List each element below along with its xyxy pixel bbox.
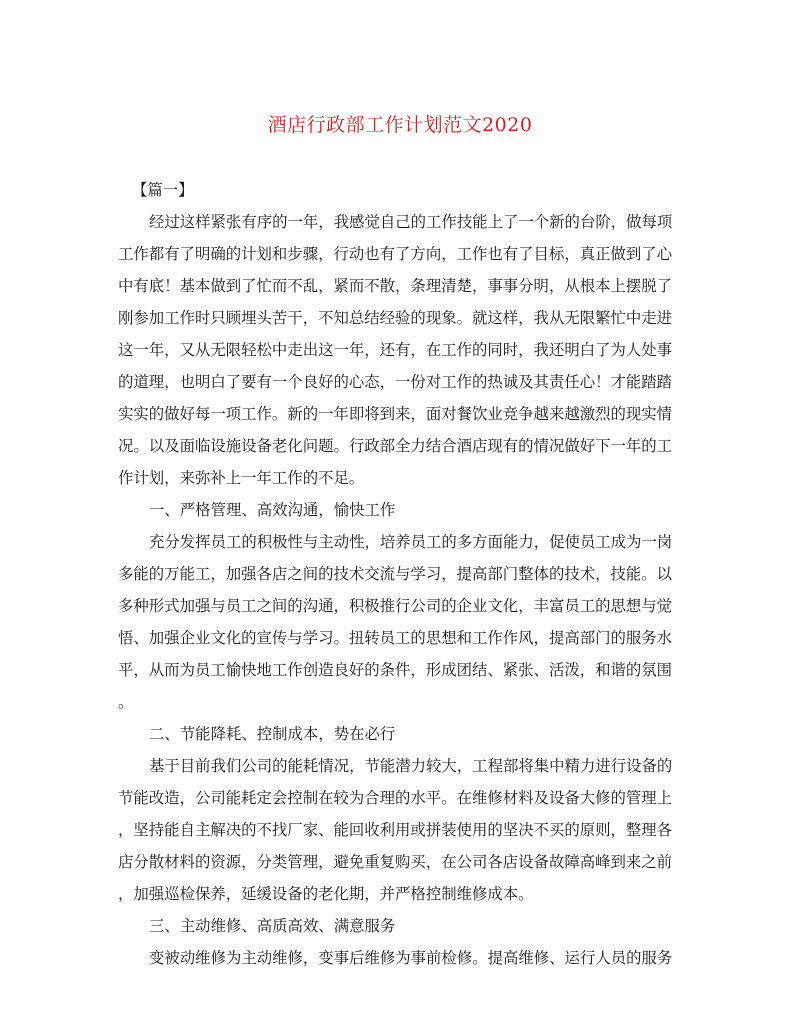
document-title: 酒店行政部工作计划范文2020 [267,114,533,136]
text-line: 中有底！基本做到了忙而不乱，紧而不散，条理清楚，事事分明，从根本上摆脱了 [118,277,673,295]
document-body [118,174,686,974]
text-line: 作计划，来弥补上一年工作的不足。 [118,469,365,487]
text-line: 三、主动维修、高质高效、满意服务 [149,917,396,935]
text-line: ，加强巡检保养，延缓设备的老化期，并严格控制维修成本。 [118,885,534,903]
text-line: 况。以及面临设施设备老化问题。行政部全力结合酒店现有的情况做好下一年的工 [118,437,673,455]
text-line: 的道理，也明白了要有一个良好的心态，一份对工作的热诚及其责任心！才能踏踏 [118,373,673,391]
text-line: 一、严格管理、高效沟通，愉快工作 [149,501,396,519]
text-line: 基于目前我们公司的能耗情况，节能潜力较大，工程部将集中精力进行设备的 [149,757,673,775]
text-line: 变被动维修为主动维修，变事后维修为事前检修。提高维修、运行人员的服务 [149,949,673,967]
text-line: 多种形式加强与员工之间的沟通，积极推行公司的企业文化，丰富员工的思想与觉 [118,597,673,615]
text-line: 实实的做好每一项工作。新的一年即将到来，面对餐饮业竞争越来越激烈的现实情 [118,405,673,423]
text-line: 这一年，又从无限轻松中走出这一年，还有，在工作的同时，我还明白了为人处事 [118,341,673,359]
text-line: 充分发挥员工的积极性与主动性，培养员工的多方面能力，促使员工成为一岗 [149,533,673,551]
text-line: 刚参加工作时只顾埋头苦干，不知总结经验的现象。就这样，我从无限繁忙中走进 [118,309,673,327]
text-line: 节能改造，公司能耗定会控制在较为合理的水平。在维修材料及设备大修的管理上 [118,789,673,807]
section-heading: 【篇一】 [132,181,194,199]
text-line: 经过这样紧张有序的一年，我感觉自己的工作技能上了一个新的台阶，做每项 [149,213,673,231]
text-line: 平，从而为员工愉快地工作创造良好的条件，形成团结、紧张、活泼，和谐的氛围 [118,661,673,679]
text-line: 店分散材料的资源，分类管理，避免重复购买，在公司各店设备故障高峰到来之前 [118,853,673,871]
text-line: 悟、加强企业文化的宣传与学习。扭转员工的思想和工作作风，提高部门的服务水 [118,629,673,647]
text-line: 工作都有了明确的计划和步骤，行动也有了方向，工作也有了目标，真正做到了心 [118,245,673,263]
text-line: 二、节能降耗、控制成本，势在必行 [149,725,396,743]
text-line: 。 [118,693,134,711]
text-line: ，坚持能自主解决的不找厂家、能回收利用或拼装使用的坚决不买的原则，整理各 [118,821,673,839]
text-line: 多能的万能工，加强各店之间的技术交流与学习，提高部门整体的技术，技能。以 [118,565,673,583]
